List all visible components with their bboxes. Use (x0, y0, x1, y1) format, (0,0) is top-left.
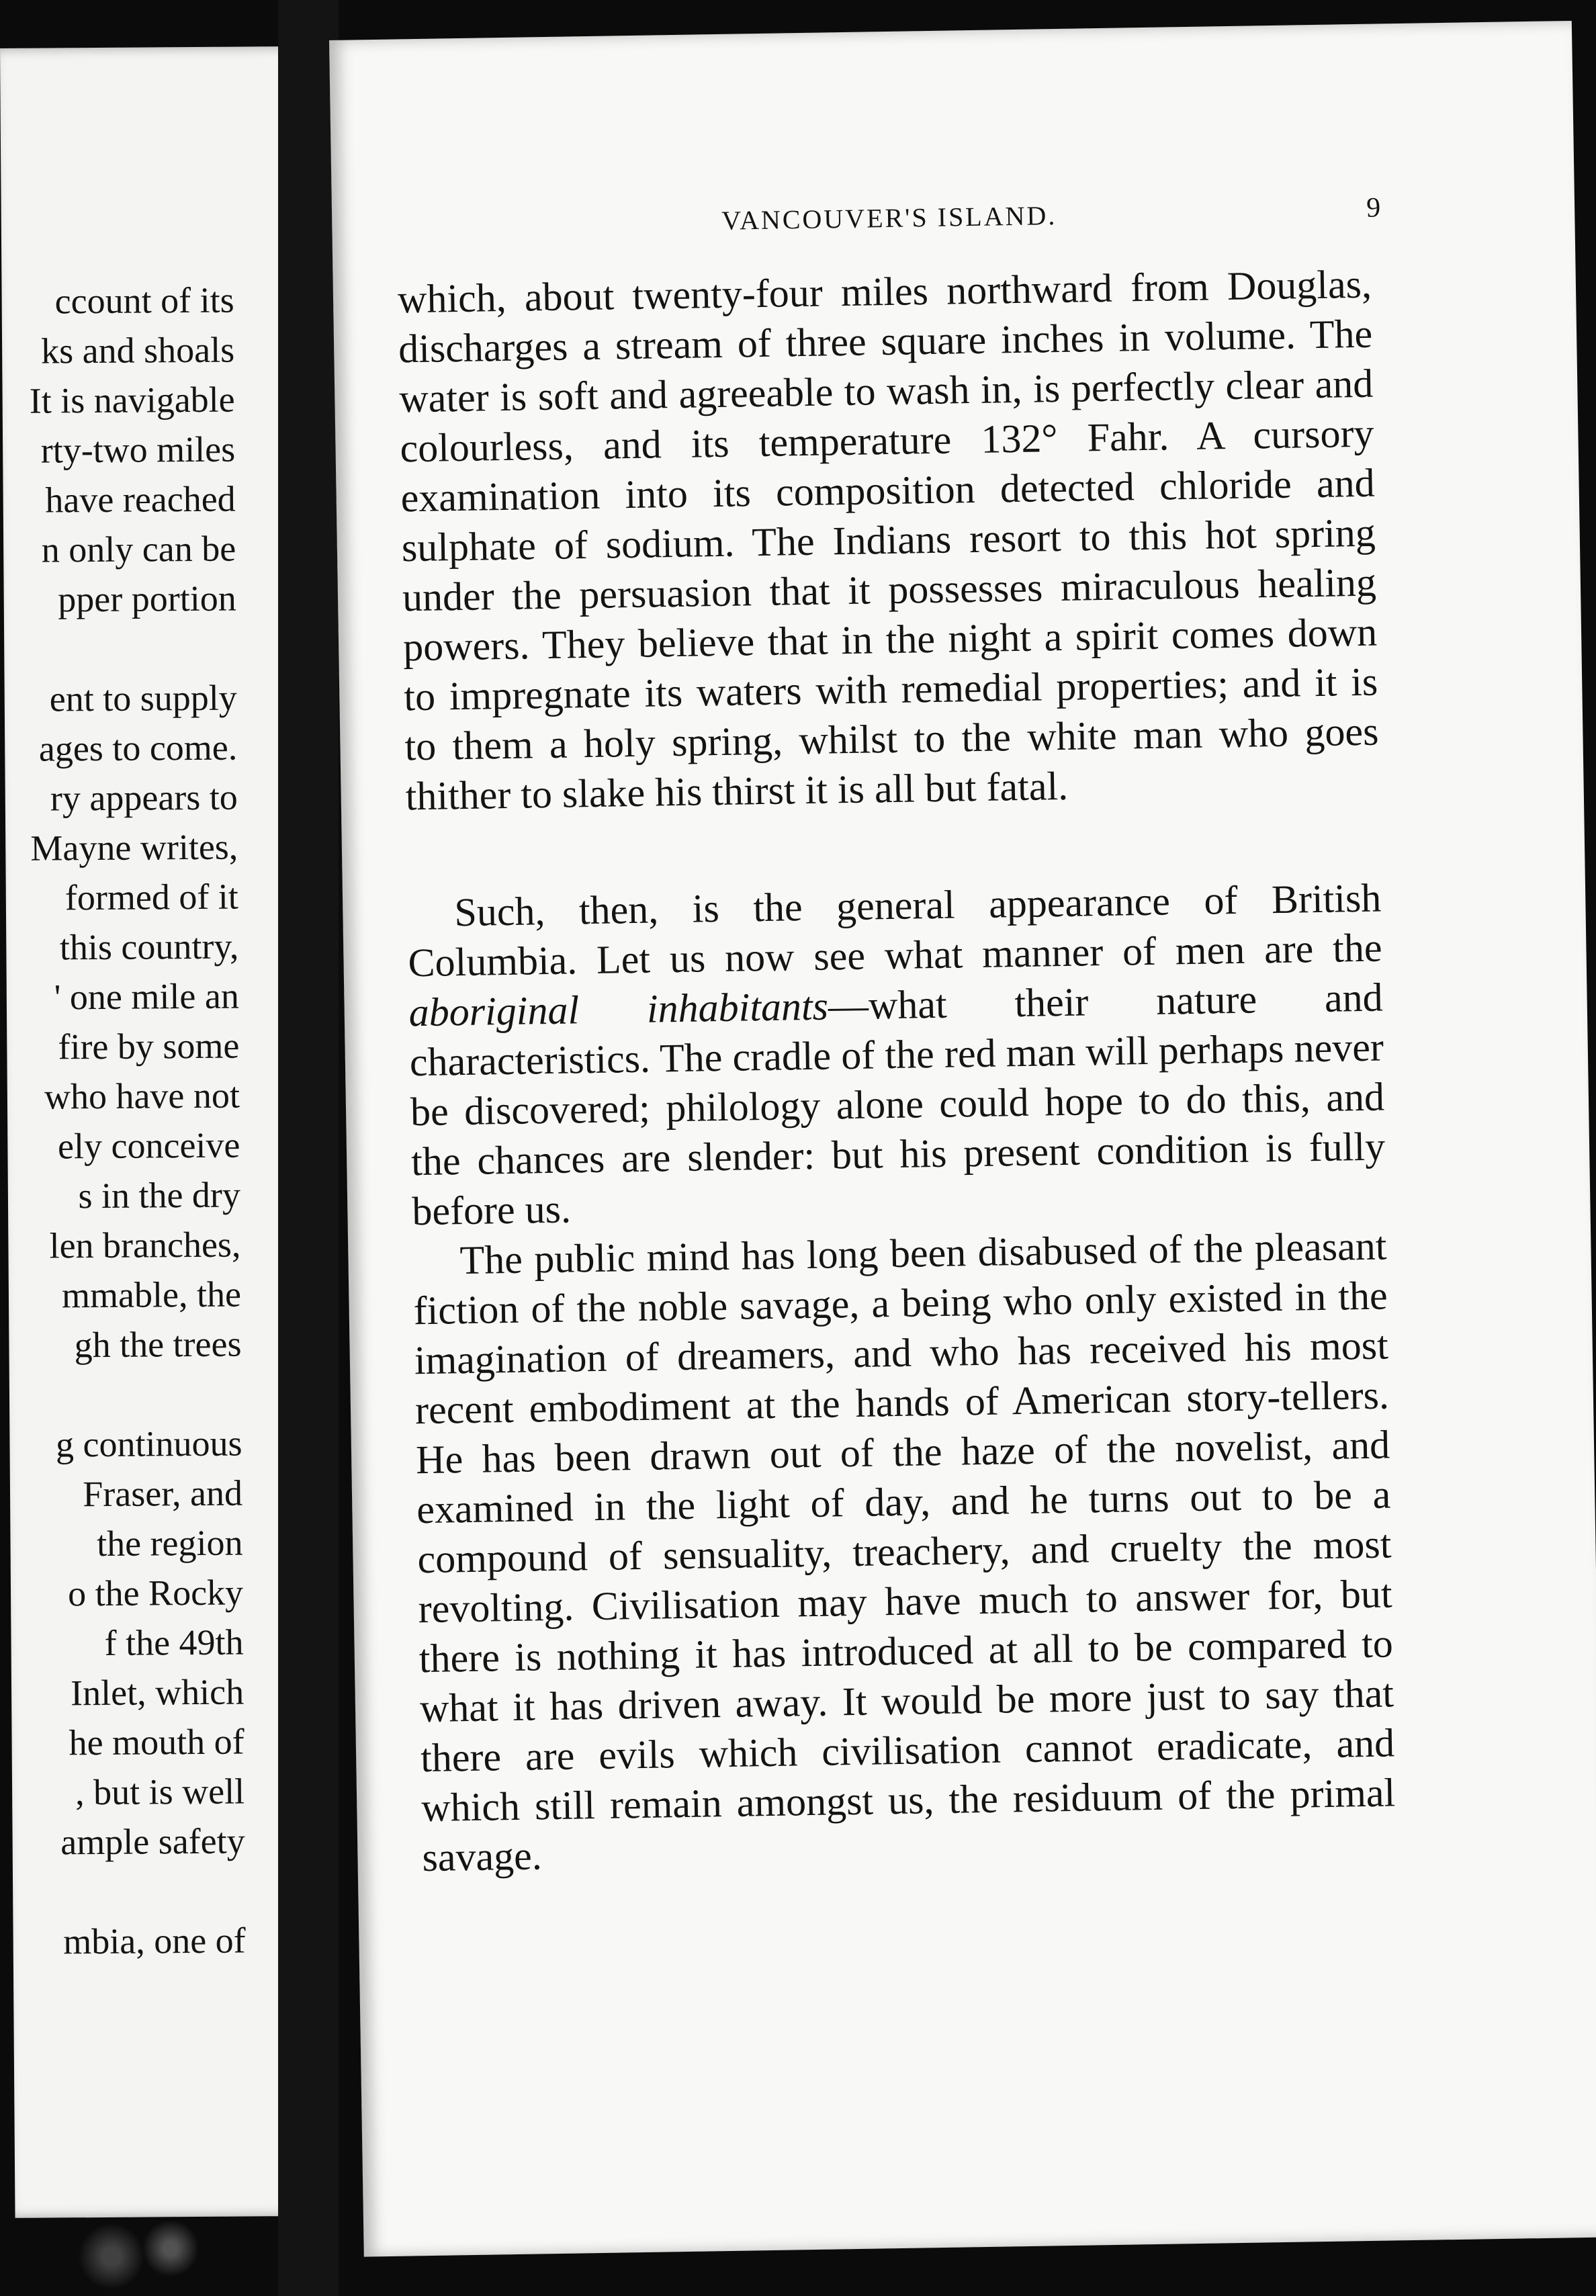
previous-page-line: mmable, the (61, 1274, 242, 1316)
previous-page-line: s in the dry (78, 1174, 241, 1217)
page-number: 9 (1366, 192, 1381, 224)
previous-page-line: rty-two miles (40, 429, 236, 471)
previous-page-line: ample safety (60, 1820, 245, 1863)
previous-page-line: ent to supply (49, 677, 237, 719)
previous-page-text (0, 46, 314, 1962)
previous-page-line: It is navigable (29, 379, 235, 421)
previous-page-line: the region (96, 1522, 243, 1564)
previous-page-line: he mouth of (69, 1721, 245, 1763)
previous-page-line: Fraser, and (83, 1472, 243, 1515)
previous-page-line: f the 49th (104, 1622, 244, 1663)
previous-page-line: have reached (45, 478, 236, 521)
paragraph-noble-savage: The public mind has long been disabused of the pleasant fiction of the noble savage, a being who only existed in the imagination of dreamers, and who has received his most recent embodiment at the hands of American story-tellers. He has been drawn out of the haze of the novelist, and examined in the light of day, and he turns out to be a compound of sensuality, treachery, and cruelty the most revolting. Civilisation may have much to answer for, but there is nothing it has introduced at all to be compared to what it has driven away. It would be more just to say that there are evils which civilisation cannot eradicate, and which still remain amongst us, the residuum of the primal savage. (413, 1223, 1396, 1880)
previous-page-line: formed of it (64, 876, 239, 918)
previous-page-line: g continuous (55, 1423, 242, 1465)
previous-page-line: n only can be (41, 528, 236, 570)
previous-page-line: ages to come. (38, 727, 238, 769)
previous-page-line: Mayne writes, (30, 826, 238, 869)
current-page (329, 21, 1596, 2257)
previous-page-line: Inlet, which (70, 1671, 245, 1714)
previous-page-line: gh the trees (74, 1323, 242, 1366)
scan-smudge (67, 2217, 215, 2296)
paragraph-aboriginal-inhabitants (407, 873, 1386, 1237)
paragraph-2-before: Such, then, is the general appearance of British Columbia. Let us now see what manner of men are the (408, 875, 1382, 985)
previous-page-line: ks and shoals (40, 329, 235, 371)
previous-page-line: ely conceive (57, 1124, 240, 1167)
previous-page-line: this country, (59, 926, 239, 968)
previous-page-line: len branches, (49, 1224, 241, 1266)
previous-page-line: ' one mile an (54, 975, 240, 1018)
paragraph-2-after: —what their nature and characteristics. The cradle of the red man will perhaps never be discovered; philology alone could hope to do this, and the chances are slender: but his present condition is fully before us. (409, 975, 1386, 1234)
italic-phrase: aboriginal inhabitants (408, 983, 829, 1035)
page-body (397, 259, 1396, 1882)
book-gutter (278, 0, 339, 2296)
paragraph-hot-spring: which, about twenty-four miles northward from Douglas, discharges a stream of three square inches in volume. The water is soft and agreeable to wash in, is perfectly clear and colourless, and its temperature 132° Fahr. A cursory examination into its composition detected chloride and sulphate of sodium. The Indians resort to this hot spring under the persuasion that it possesses miraculous healing powers. They believe that in the night a spirit comes down to impregnate its waters with remedial properties; and it is to them a holy spring, whilst to the white man who goes thither to slake his thirst it is all but fatal. (397, 261, 1379, 819)
previous-page-line: o the Rocky (67, 1572, 244, 1614)
previous-page-line: fire by some (58, 1025, 240, 1067)
previous-page-line: , but is well (75, 1771, 245, 1813)
running-head: VANCOUVER'S ISLAND. (721, 200, 1057, 236)
previous-page-line: pper portion (58, 578, 236, 620)
previous-page-line: who have not (44, 1075, 240, 1117)
previous-page-line: ry appears to (50, 777, 238, 819)
previous-page-line: mbia, one of (63, 1920, 246, 1962)
previous-page-line: ccount of its (54, 279, 234, 322)
